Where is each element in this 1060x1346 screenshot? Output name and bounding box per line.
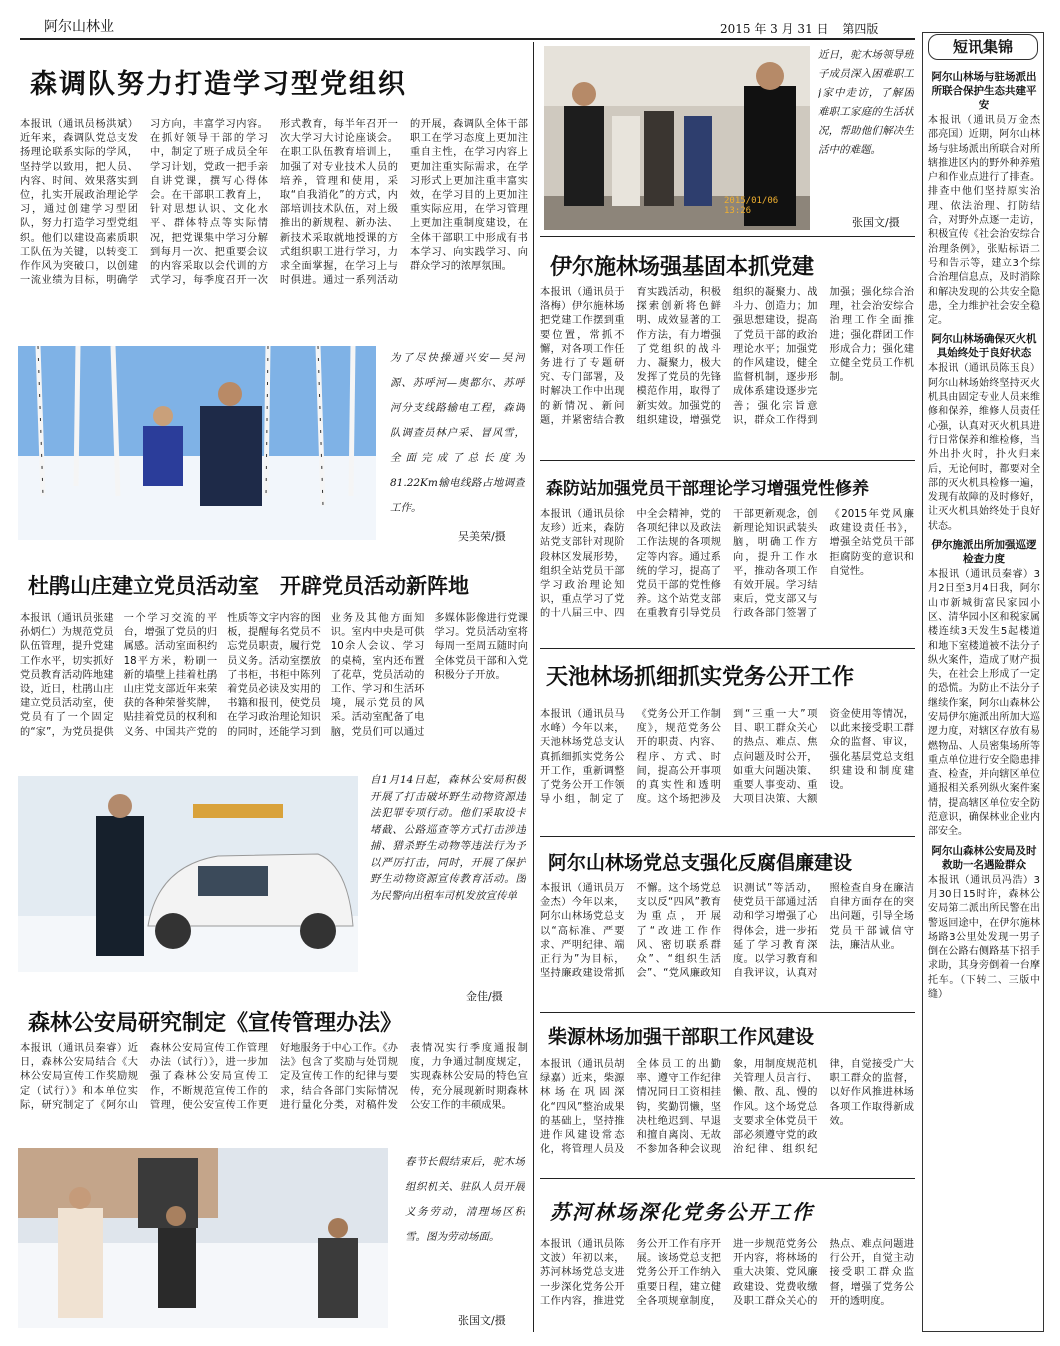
photo1-credit: 吴美荣/摄 (458, 530, 506, 543)
brief-body: 本报讯（通讯员冯浩）3月30日15时许，森林公安局第二派出所民警在出警返回途中，在伊尔施林场路3公里处发现一男子倒在公路右侧路基下招手求助，其身旁倒着一台摩托车。（下转二、三版中缝） (928, 874, 1040, 1001)
headline-a5: 森防站加强党员干部理论学习增强党性修养 (546, 479, 869, 499)
header-rule (20, 38, 915, 40)
divider (540, 836, 915, 837)
divider (540, 648, 915, 649)
divider (540, 236, 915, 237)
issue-date-page (720, 20, 878, 37)
photo4-caption: 近日，驼木场领导班子成员深入困难职工j家中走访，了解困难职工家庭的生活状况，帮助他们解决生活中的难题。 (818, 49, 914, 156)
news-briefs-title: 短讯集锦 (928, 34, 1038, 60)
photo2-credit: 金佳/摄 (466, 990, 503, 1003)
issue-date: 2015 年 3 月 31 日 (720, 22, 829, 36)
photo3-credit: 张国文/摄 (458, 1314, 506, 1327)
page-number: 第四版 (842, 22, 879, 36)
headline-a3: 森林公安局研究制定《宣传管理办法》 (28, 1010, 403, 1036)
column-divider (533, 42, 534, 1332)
brief-body: 本报讯（通讯员陈玉良）阿尔山林场始终坚持灭火机具由固定专业人员来维修和保养，维修人员责任心强，认真对灭火机具进行日常保养和维检修，当外出扑火时，扑火归来后，无论何时，都要对全部的灭火机具检修一遍，发现有故障的及时修好，让灭火机具始终处于良好状态。 (928, 363, 1040, 532)
brief-headline: 阿尔山森林公安局及时救助一名遇险群众 (931, 844, 1037, 871)
photo-family-visit (544, 46, 810, 230)
divider (540, 460, 915, 461)
article-a1-body: 本报讯（通讯员杨洪斌）近年来，森调队党总支发扬理论联系实际的学风，坚持学以致用，把人员、内容、时间、效果落实到位，扎实开展政治理论学习，通过创建学习型团队，努力打造学习型党组织。他们以建设高素质职工队伍为关键，以转变工作作风为突破口，以创建一流业绩为目标，明确学习方向，丰富学习内容。在抓好领导干部的学习中，制定了班子成员全年学习计划，党政一把手亲自讲党课，撰写心得体会。在干部职工教育上，针对思想认识、文化水平、群体特点等实际情况，把党课集中学习分解到每月一次、把重要会议的内容采取以会代训的方式学习，每季度召开一次形式教育，每半年召开一次大学习大讨论座谈会。在职工队伍教育培训上，加强了对专业技术人员的培养，管理和使用，采取“自我消化”的方式，内部培训技术队伍，对上级推出的新规程、新办法、新技术采取就地授课的方式组织职工进行学习，力求全面掌握，在学习上与时俱进。通过一系列活动的开展，森调队全体干部职工在学习态度上更加注重自主性，在学习内容上更加注重实际需求，在学习形式上更加注重丰富实效，在学习目的上更加注重实际应用，在学习管理上更加注重制度建设，在全体干部职工中形成有书本学习、向实践学习、向群众学习的浓厚氛围。 (20, 119, 528, 287)
photo1-caption: 为了尽快操通兴安—吴河源、苏呼河—奥都尔、苏呼河分支线路输电工程，森调队调查员林户采、冒风雪，全面完成了总长度为81.22Km输电线路占地调查工作。 (390, 352, 525, 514)
article-a8-body: 本报讯（通讯员胡绿嘉）近来，柴源林场在巩固深化“四风”整治成果的基础上，坚持推进作风建设常态化，将管理人员及全体员工的出勤率、遵守工作纪律情况同日工资相挂钩，奖勤罚懒，坚决杜绝迟到、早退和擅自离岗、无故不参加各种会议现象，用制度规范机关管理人员言行、懒、散、乱、慢的作风。这个场党总支要求全体党员干部必须遵守党的政治纪律、组织纪律，自觉接受广大职工群众的监督，以好作风推进林场各项工作取得新成效。 (540, 1059, 914, 1156)
photo3-caption: 春节长假结束后，驼木场组织机关、驻队人员开展义务劳动，清理场区积雪。图为劳动场面。 (405, 1156, 525, 1243)
article-a3-body: 本报讯（通讯员秦睿）近日，森林公安局结合《大林公安局宣传工作奖励规定（试行）》和本单位实际，研究制定了《阿尔山森林公安局宣传工作管理办法（试行）》，进一步加强了森林公安局宣传工作，不断规范宣传工作的管理，使公安宣传工作更好地服务于中心工作。《办法》包含了奖励与处罚规定及宣传工作的纪律与要求，结合各部门实际情况进行量化分类，对稿件发表情况实行季度通报制度，力争通过制度规定，实现森林公安局的特色宣传，充分展现新时期森林公安工作的丰硕成果。 (20, 1043, 528, 1111)
brief-body: 本报讯（通讯员秦睿）3月2日至3月4日我，阿尔山市新城街富民家园小区、清华园小区和税家属楼连续3天发生5起楼道和地下室楼道被不法分子纵火案件，造成了财产损失，在社会上形成了一定的恐慌。为防止不法分子继续作案，阿尔山森林公安局伊尔施派出所加大巡逻力度，对辖区存放有易燃物品、人员密集场所等重点单位进行安全隐患排查、检查，并向辖区单位通报相关系列纵火案件案情，提高辖区单位安全防范意识，确保林业企业内部安全。 (928, 569, 1040, 838)
article-a6-body: 本报讯（通讯员马水峰）今年以来，天池林场党总支认真抓细抓实党务公开工作，重新调整了党务公开工作领导小组，制定了《党务公开工作制度》，规范党务公开的职责、内容、程序、方式、时间，提高公开事项的真实性和透明度。这个场把涉及到“三重一大”项目、职工群众关心的热点、难点、焦点问题及时公开，如重大问题决策、重要人事变动、重大项目决策、大额资金使用等情况，以此来接受职工群众的监督、审议，强化基层党总支组织建设和制度建设。 (540, 709, 914, 806)
photo-forest-survey (18, 346, 376, 540)
brief-headline: 伊尔施派出所加强巡逻检查力度 (931, 539, 1037, 566)
brief-headline: 阿尔山林场与驻场派出所联合保护生态共建平安 (931, 71, 1037, 111)
article-a5-body: 本报讯（通讯员徐友珍）近来，森防站党支部针对现阶段林区发展形势，组织全站党员干部学习政治理论知识，重点学习了党的十八届三中、四中全会精神，党的各项纪律以及政法工作法规的各项规定等内容。通过系统的学习，提高了党员干部的党性修养。这个站党支部在重教育引导党员干部更新观念，创新理论知识武装头脑，明确工作方向，提升工作水平，推动各项工作有效开展。学习结束后，党支部又与行政各部门签署了《2015年党风廉政建设责任书》，增强全站党员干部拒腐防变的意识和自觉性。 (540, 509, 914, 620)
brief-headline: 阿尔山林场确保灭火机具始终处于良好状态 (931, 333, 1037, 360)
headline-a2: 杜鹃山庄建立党员活动室 开辟党员活动新阵地 (28, 573, 469, 598)
photo4-credit: 张国文/摄 (852, 216, 900, 229)
divider (540, 1178, 915, 1179)
article-a7-body: 本报讯（通讯员万金杰）今年以来，阿尔山林场党总支以“高标准、严要求、严明纪律、端正行为”为目标，坚持廉政建设常抓不懈。这个场党总支以反“四风”教育为重点，开展了“改进工作作风、密切联系群众”、“组织生活会”、“党风廉政知识测试”等活动，使党员干部通过活动和学习增强了心得体会，进一步拓延了学习教育深度。以学习教育和自我评议，认真对照检查自身在廉洁自律方面存在的突出问题，引导全场党员干部诚信守法，廉洁从业。 (540, 883, 914, 980)
photo-police-car (18, 776, 358, 972)
article-a2-body: 本报讯（通讯员张建 孙炳仁）为规范党员队伍管理，提升党建工作水平，切实抓好党员教育活动阵地建设，近日，杜鹃山庄建立党员活动室，使党员有了一个固定的“家”，为党员提供一个学习交流的平台，增强了党员的归属感。活动室面积约18平方米，粉刷一新的墙壁上挂着杜鹃山庄党支部近年来荣获的各种荣誉奖牌，贴挂着党员的权利和义务、中国共产党的性质等文字内容的图板，提醒每名党员不忘党员职责，履行党员义务。活动室摆放了书柜，书柜中陈列着党员必读及实用的书籍和报刊，使党员在学习政治理论知识的同时，还能学习到业务及其他方面知识。室内中央是可供10余人会议、学习的桌椅，室内还布置了花草，党员活动的工作、学习和生活环境，展示党员的风采。活动室配备了电脑，党员们可以通过多媒体影像进行党课学习。党员活动室将每周一至周五随时向全体党员干部和入党积极分子开放。 (20, 613, 528, 738)
photo-snow-cleanup (18, 1148, 388, 1328)
headline-a7: 阿尔山林场党总支强化反腐倡廉建设 (548, 852, 853, 874)
photo2-caption: 自1月14日起，森林公安局积极开展了打击破坏野生动物资源违法犯罪专项行动。他们采取设卡堵截、公路巡查等方式打击涉违捕、猎杀野生动物等违法行为予以严厉打击，同时，开展了保护野生动物资源宣传教育活动。图为民警向出租车司机发放宣传单 (370, 774, 526, 902)
headline-a8: 柴源林场加强干部职工作风建设 (548, 1026, 815, 1048)
article-a4-body: 本报讯（通讯员于洛梅）伊尔施林场把党建工作摆到重要位置，常抓不懈，对各项工作任务进行了专题研究、专门部署，及时解决工作中出现的新情况、新问题，并紧密结合教育实践活动，积极探索创新将色鲜明、成效显著的工作方法，有力增强了党组织的战斗力、凝聚力，极大发挥了党员的先锋模范作用，取得了新实效。加强党的组织建设，增强党组织的凝聚力、战斗力、创造力；加强思想建设，提高了党员干部的政治理论水平；加强党的作风建设，健全监督机制，逐步形成体系建设逐步完善；强化宗旨意识，群众工作得到加强；强化综合治理，社会治安综合治理工作全面推进；强化群团工作形成合力；强化建立健全党员工作机制。 (540, 287, 914, 426)
paper-name: 阿尔山林业 (44, 19, 114, 35)
headline-a9: 苏河林场深化党务公开工作 (550, 1200, 814, 1224)
news-briefs-list (928, 66, 1040, 1328)
headline-a1: 森调队努力打造学习型党组织 (30, 69, 407, 100)
divider (540, 1012, 915, 1013)
photo-timestamp: 2015/01/06 13:26 (724, 196, 779, 216)
headline-a4: 伊尔施林场强基固本抓党建 (550, 254, 815, 280)
brief-body: 本报讯（通讯员万金杰 邵亮国）近期，阿尔山林场与驻场派出所联合对所辖推进区内的野外种养殖户和作业点进行了排查。排查中他们坚持原实治理、依法治理、打防结合，对野外点逐一走访，积极宣传《社会治安综合治理条例》，张贴标语二号和告示等，建立3个综合治理信息点，及时消除和解决发现的公共安全隐患，全力维护社会安全稳定。 (928, 115, 1040, 327)
article-a9-body: 本报讯（通讯员陈文波）年初以来，苏河林场党总支进一步深化党务公开工作内容，推进党务公开工作有序开展。该场党总支把党务公开工作纳入重要日程，建立健全各项规章制度，进一步规范党务公开内容，将林场的重大决策、党风廉政建设、党费收缴及职工群众关心的热点、难点问题进行公开，自觉主动接受职工群众监督，增强了党务公开的透明度。 (540, 1239, 914, 1307)
headline-a6: 天池林场抓细抓实党务公开工作 (546, 664, 855, 690)
